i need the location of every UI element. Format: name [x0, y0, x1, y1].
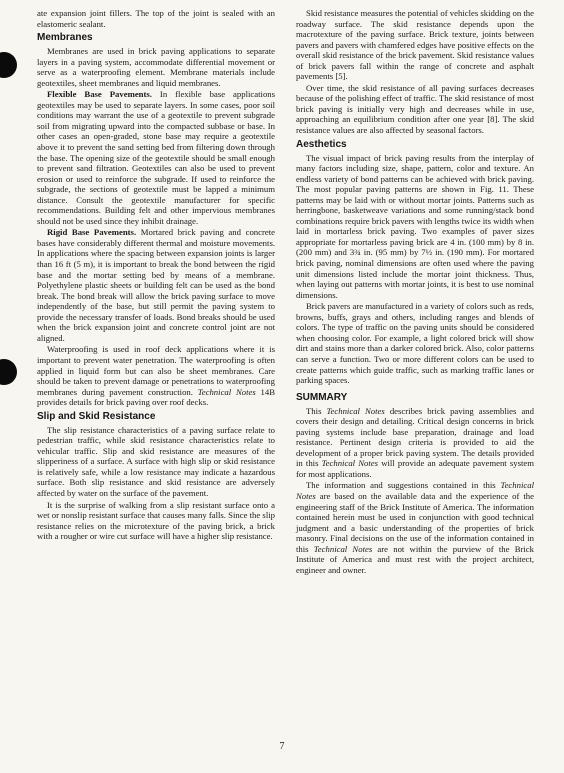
intro-paragraph: ate expansion joint fillers. The top of the joint is sealed with an elastomeric sealant.: [37, 8, 275, 29]
summary-text-d: The information and suggestions contained in this: [306, 480, 501, 491]
summary-text-b: describes brick paving assemblies and covers their design and detailing. Critical design concerns in brick paving systems include base preparation, drainage and load resistance. Pertinent design criteria is provided to aid the development of a proper brick paving system. The details provided in this: [296, 405, 534, 469]
summary-text-a: This: [306, 405, 327, 416]
slip-paragraph-1: The slip resistance characteristics of a paving surface relate to pedestrian traffic, while skid resistance characteristics relate to vehicular traffic. Slip and skid resistance are measures of the slipperiness of a surface. A surface with high slip or skid resistance is relatively safe, while a low resistance may indicate a hazardous surface. Both slip resistance and skid resistance are adversely affected by water on the surface of the pavement.: [37, 424, 275, 498]
binder-hole-middle: [0, 359, 17, 385]
rigid-base-paragraph: [37, 227, 275, 343]
right-column: [296, 8, 534, 576]
technical-notes-ref: Technical Notes: [313, 543, 373, 554]
summary-text-f: are not within the purview of the Brick Institute of America and must rest with the project architect, engineer and owner.: [296, 543, 534, 575]
skid-paragraph-1: Skid resistance measures the potential of vehicles skidding on the roadway surface. The skid resistance depends upon the macrotexture of the paving surface. Brick texture, joints between pavers and pavers with chamfered edges have positive effects on the overall skid resistance of the brick pavement. Skid resistance values of brick pavers fall within the range of concrete and asphalt pavements [5].: [296, 8, 534, 82]
technical-notes-ref: Technical Notes: [326, 405, 385, 416]
aesthetics-paragraph-1: The visual impact of brick paving results from the interplay of many factors including size, shape, pattern, color and texture. An endless variety of bond patterns can be achieved with brick paving. The most popular paving patterns are shown in Fig. 11. These patterns may be laid with or without mortar joints. Patterns such as herringbone, basketweave variations and some running/stack bond combinations require brick pavers with lengths twice its width when laid in mortarless brick paving. Two examples of paver sizes appropriate for mortarless paving brick are 4 in. (100 mm) by 8 in. (200 mm) and 3¾ in. (95 mm) by 7½ in. (190 mm). For mortared brick paving, nominal dimensions are often used where the paving unit dimensions listed include the mortar joint thickness. Thus, when laying out patterns with mortar joints, it is best to use nominal dimensions.: [296, 152, 534, 300]
slip-paragraph-2: It is the surprise of walking from a slip resistant surface onto a wet or nonslip resistant surface that causes many falls. Since the slip resistance relies on the microtexture of the paving brick, a brick with a rougher or wire cut surface will have a higher slip resistance.: [37, 499, 275, 542]
summary-heading: SUMMARY: [296, 391, 348, 403]
waterproofing-paragraph: [37, 344, 275, 407]
summary-paragraph-2: [296, 480, 534, 575]
technical-notes-ref: Technical Notes: [321, 458, 379, 469]
membranes-paragraph-1: Membranes are used in brick paving applications to separate layers in a paving system, accommodate differential movement or serve as a waterproofing element. Membrane materials include geotextiles, sheet membranes and liquid membranes.: [37, 46, 275, 88]
left-column: [37, 8, 275, 543]
flexible-base-title: Flexible Base Pavements.: [47, 89, 152, 100]
technical-notes-ref: Technical Notes: [197, 386, 256, 397]
flexible-base-text: In flexible base applications geotextiles may be used to separate layers. In some cases, poor soil conditions may warrant the use of a geotextile to prevent subgrade soil from migrating upward into the compacted subbase or base. In other cases an open-graded, stone base may require a geotextile above it to prevent the sand setting bed from filtering down through the base. The opening size of the geotextile should be small enough to prevent sand filtration. Geotextiles can also be used to prevent erosion or used to reinforce the subgrade. If used to reinforce the subgrade, the sections of geotextile must be lapped a minimum distance. Consult the geotextile manufacturer for specific recommendations. Building felt and other impervious membranes should not be used since they inhibit drainage.: [37, 89, 276, 226]
binder-hole-top: [0, 52, 17, 78]
rigid-base-title: Rigid Base Pavements.: [47, 227, 137, 238]
summary-text-c: will provide an adequate pavement system for most applications.: [296, 458, 534, 479]
membranes-heading: Membranes: [37, 32, 93, 44]
flexible-base-paragraph: [37, 89, 275, 226]
technical-notes-ref: Technical Notes: [296, 480, 534, 501]
page-number: 7: [279, 741, 285, 752]
slip-skid-heading: Slip and Skid Resistance: [37, 410, 156, 422]
skid-paragraph-2: Over time, the skid resistance of all paving surfaces decreases because of the polishing effect of traffic. The skid resistance of most brick paving is initially very high and decreases while in use, approaching an equilibrium condition after one year [8]. The skid resistance values are also affected by seasonal factors.: [296, 82, 534, 136]
aesthetics-paragraph-2: Brick pavers are manufactured in a variety of colors such as reds, browns, buffs, grays and others, including ranges and blends of colors. The type of traffic on the paving units should be considered when choosing color. For example, a light colored brick will show dirt and stains more than a darker colored brick. Also, color patterns can serve a function. Two or more different colors can be used to create patterns which guide traffic, such as marking traffic lanes or parking spaces.: [296, 301, 534, 386]
summary-paragraph-1: [296, 406, 534, 480]
waterproofing-text-b: 14B provides details for brick paving over roof decks.: [37, 386, 276, 408]
waterproofing-text-a: Waterproofing is used in roof deck applications where it is important to prevent water penetration. The waterproofing is often applied in liquid form but can also be sheet membranes. Care should be taken to prevent damage or penetrations to waterproofing membranes during pavement construction.: [37, 344, 275, 397]
summary-text-e: are based on the available data and the experience of the engineering staff of the Brick Institute of America. The information contained herein must be used in conjunction with good technical judgment and a basic understanding of the properties of brick masonry. Final decisions on the use of the information contained in this: [296, 490, 534, 554]
aesthetics-heading: Aesthetics: [296, 138, 347, 150]
rigid-base-text: Mortared brick paving and concrete bases have considerably different thermal and moisture movements. In applications where the spacing between expansion joints is larger than 16 ft (5 m), it is important to break the bond between the rigid base and the mortar setting bed by means of a membrane. Polyethylene plastic sheets or building felt can be used as the bond break. The bond break will allow the brick paving surface to move independently of the base, but still permit the paving system to provide the necessary transfer of loads. Bond breaks should be used when the brick expansion joint and concrete control joint are not aligned.: [37, 227, 276, 343]
